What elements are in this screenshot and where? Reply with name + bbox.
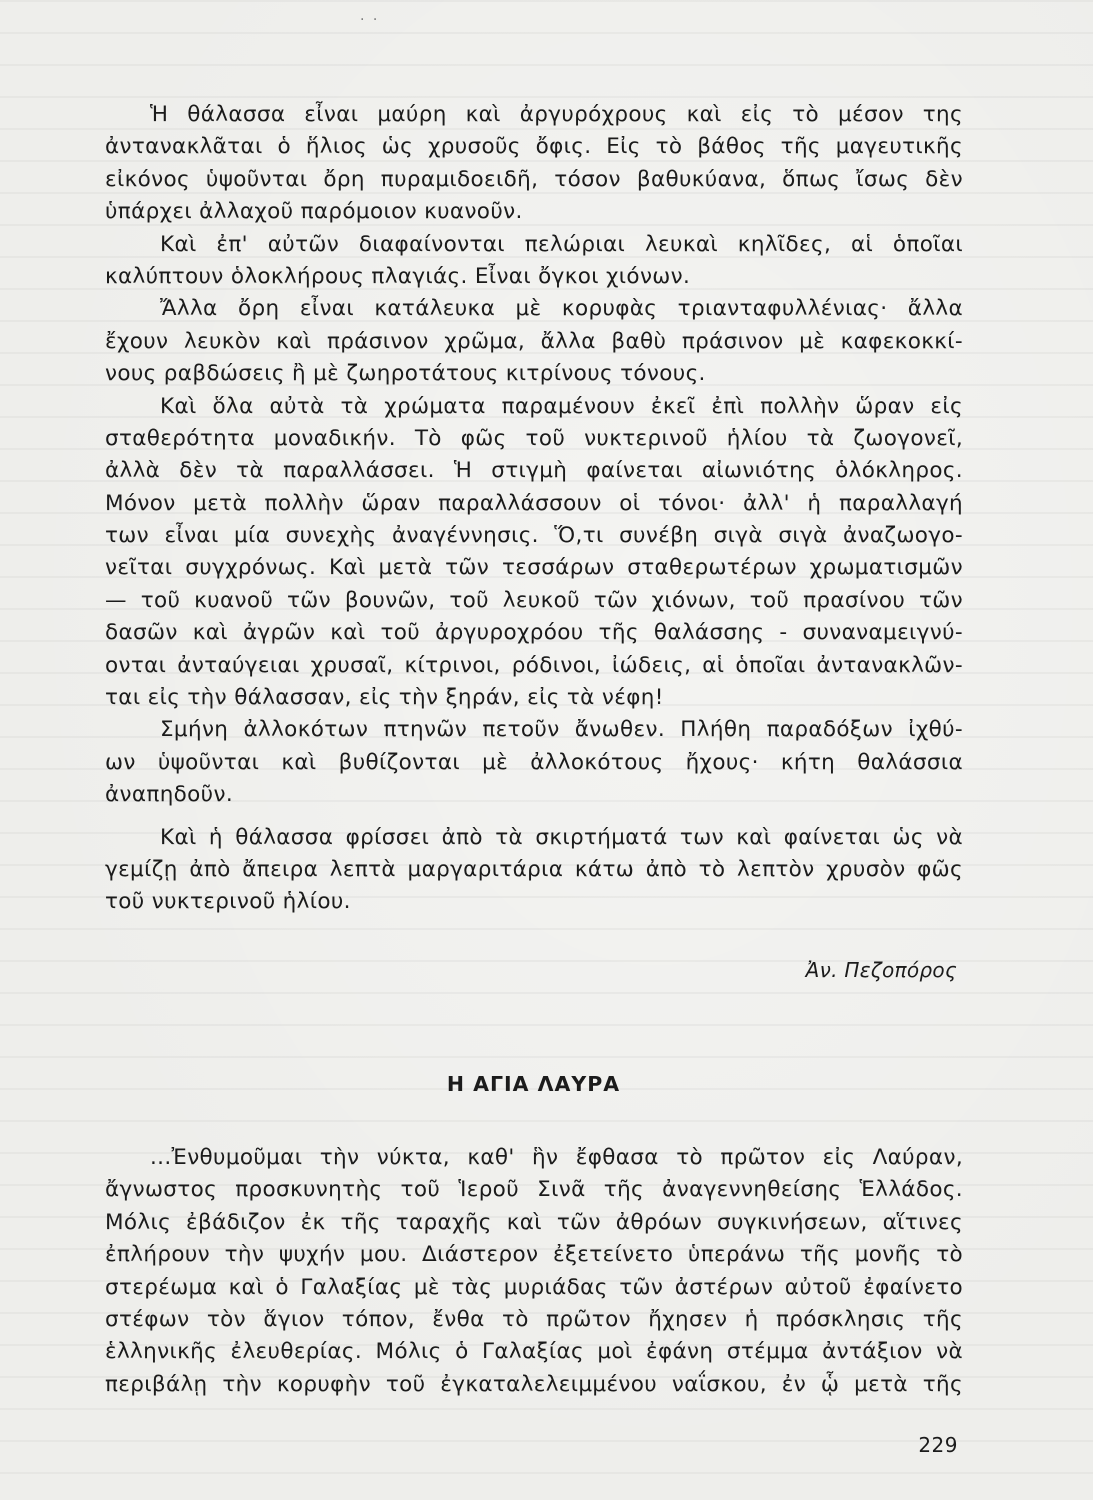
text-line: ων ὑψοῦνται καὶ βυθίζονται μὲ ἀλλοκότους ἤχους· κήτη θαλάσσια xyxy=(105,749,963,775)
scan-speck: · · xyxy=(360,12,380,28)
text-line: ἔχουν λευκὸν καὶ πράσινον χρῶμα, ἄλλα βαθὺ πράσινον μὲ καφεκοκκί- xyxy=(105,328,963,354)
text-line: δασῶν καὶ ἀγρῶν καὶ τοῦ ἀργυροχρόου τῆς θαλάσσης - συναναμειγνύ- xyxy=(105,620,963,646)
text-line: εἰκόνος ὑψοῦνται ὄρη πυραμιδοειδῆ, τόσον βαθυκύανα, ὅπως ἴσως δὲν xyxy=(105,166,963,192)
text-line: νεῖται συγχρόνως. Καὶ μετὰ τῶν τεσσάρων σταθερωτέρων χρωματισμῶν xyxy=(105,555,963,581)
text-line: ἑλληνικῆς ἐλευθερίας. Μόλις ὁ Γαλαξίας μοὶ ἐφάνη στέμμα ἀντάξιον νὰ xyxy=(105,1339,963,1365)
passage-2 xyxy=(105,1142,963,1401)
text-line: ἀντανακλᾶται ὁ ἥλιος ὡς χρυσοῦς ὄφις. Εἰς τὸ βάθος τῆς μαγευτικῆς xyxy=(105,134,963,160)
text-line: ...Ἐνθυμοῦμαι τὴν νύκτα, καθ' ἣν ἔφθασα τὸ πρῶτον εἰς Λαύραν, xyxy=(150,1145,963,1170)
text-line: ἀλλὰ δὲν τὰ παραλλάσσει. Ἡ στιγμὴ φαίνεται αἰωνιότης ὁλόκληρος. xyxy=(105,458,963,484)
text-line: καλύπτουν ὁλοκλήρους πλαγιάς. Εἶναι ὄγκοι χιόνων. xyxy=(105,263,691,289)
text-line: τοῦ νυκτερινοῦ ἡλίου. xyxy=(105,889,351,915)
text-line: Καὶ ἐπ' αὐτῶν διαφαίνονται πελώριαι λευκαὶ κηλῖδες, αἱ ὁποῖαι xyxy=(160,231,963,257)
text-line: — τοῦ κυανοῦ τῶν βουνῶν, τοῦ λευκοῦ τῶν χιόνων, τοῦ πρασίνου τῶν xyxy=(105,587,963,613)
text-line: ονται ἀνταύγειαι χρυσαῖ, κίτρινοι, ρόδινοι, ἰώδεις, αἱ ὁποῖαι ἀντανακλῶν- xyxy=(105,652,963,678)
author-signature: Ἀν. Πεζοπόρος xyxy=(805,958,957,982)
section-heading: Η ΑΓΙΑ ΛΑΥΡΑ xyxy=(446,1072,621,1096)
text-line: ται εἰς τὴν θάλασσαν, εἰς τὴν ξηράν, εἰς τὰ νέφη! xyxy=(105,685,664,711)
text-line: Ἄλλα ὄρη εἶναι κατάλευκα μὲ κορυφὰς τριανταφυλλένιας· ἄλλα xyxy=(160,296,963,322)
text-line: ἐπλήρουν τὴν ψυχήν μου. Διάστερον ἐξετείνετο ὑπεράνω τῆς μονῆς τὸ xyxy=(105,1242,963,1268)
text-line: Σμήνη ἀλλοκότων πτηνῶν πετοῦν ἄνωθεν. Πλήθη παραδόξων ἰχθύ- xyxy=(160,717,963,743)
text-line: σταθερότητα μοναδικήν. Τὸ φῶς τοῦ νυκτερινοῦ ἡλίου τὰ ζωογονεῖ, xyxy=(105,425,963,451)
text-line: Μόνον μετὰ πολλὴν ὥραν παραλλάσσουν οἱ τόνοι· ἀλλ' ἡ παραλλαγή xyxy=(105,490,963,516)
text-line: ὑπάρχει ἀλλαχοῦ παρόμοιον κυανοῦν. xyxy=(105,199,523,225)
text-line: περιβάλῃ τὴν κορυφὴν τοῦ ἐγκαταλελειμμένου ναΐσκου, ἐν ᾧ μετὰ τῆς xyxy=(105,1371,963,1397)
text-line: Καὶ ὅλα αὐτὰ τὰ χρώματα παραμένουν ἐκεῖ ἐπὶ πολλὴν ὥραν εἰς xyxy=(160,393,963,419)
text-line: ἀναπηδοῦν. xyxy=(105,782,234,808)
text-line: Μόλις ἐβάδιζον ἐκ τῆς ταραχῆς καὶ τῶν ἀθρόων συγκινήσεων, αἵτινες xyxy=(105,1209,963,1235)
text-line: στέφων τὸν ἅγιον τόπον, ἔνθα τὸ πρῶτον ἤχησεν ἡ πρόσκλησις τῆς xyxy=(105,1306,963,1332)
text-line: στερέωμα καὶ ὁ Γαλαξίας μὲ τὰς μυριάδας τῶν ἀστέρων αὐτοῦ ἐφαίνετο xyxy=(105,1274,963,1300)
text-line: Ἡ θάλασσα εἶναι μαύρη καὶ ἀργυρόχρους καὶ εἰς τὸ μέσον της xyxy=(150,102,963,127)
text-line: των εἶναι μία συνεχὴς ἀναγέννησις. Ὅ,τι συνέβη σιγὰ σιγὰ ἀναζωογο- xyxy=(105,523,963,549)
text-line: γεμίζῃ ἀπὸ ἄπειρα λεπτὰ μαργαριτάρια κάτω ἀπὸ τὸ λεπτὸν χρυσὸν φῶς xyxy=(105,856,963,882)
text-line: Καὶ ἡ θάλασσα φρίσσει ἀπὸ τὰ σκιρτήματά των καὶ φαίνεται ὡς νὰ xyxy=(160,824,963,850)
text-line: ἄγνωστος προσκυνητὴς τοῦ Ἱεροῦ Σινᾶ τῆς ἀναγεννηθείσης Ἑλλάδος. xyxy=(105,1177,963,1203)
passage-1 xyxy=(105,99,963,919)
text-line: νους ραβδώσεις ἢ μὲ ζωηροτάτους κιτρίνους τόνους. xyxy=(105,361,706,387)
page-number: 229 xyxy=(918,1433,958,1457)
